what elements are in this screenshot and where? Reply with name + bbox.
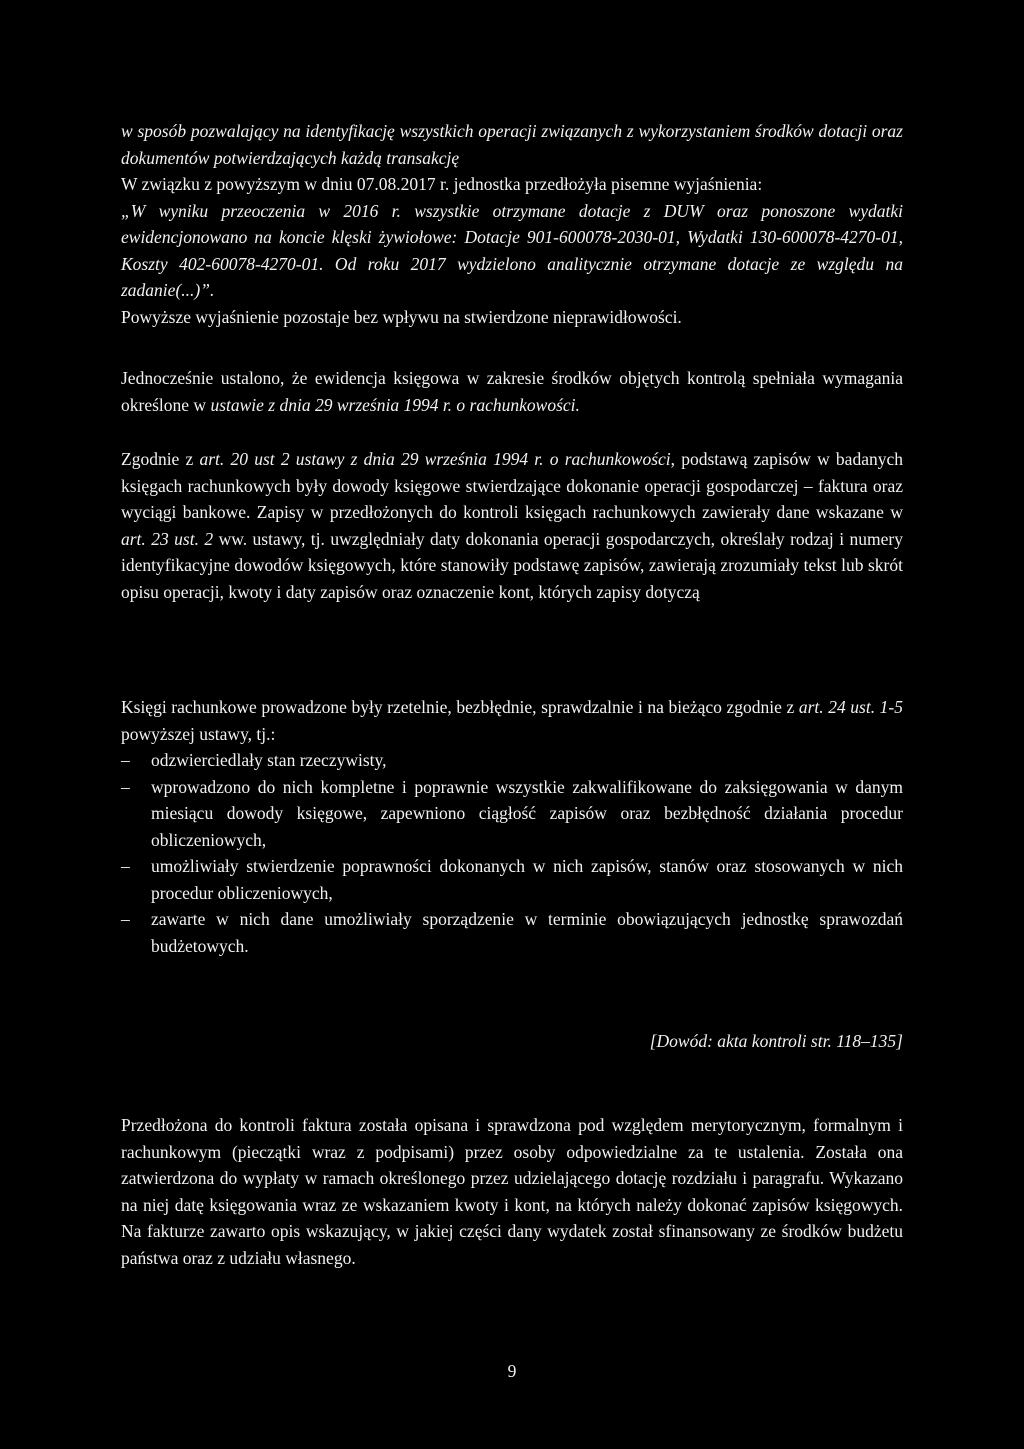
invoice-section [121, 1112, 903, 1271]
text-run: ww. ustawy, tj. uwzględniały daty dokonania operacji gospodarczych, określały rodzaj i numery identyfikacyjne dowodów księgowych, które stanowiły podstawę zapisów, zawierają zrozumiały tekst lub skrót opisu operacji, kwoty i daty zapisów oraz oznaczenie kont, których zapisy dotyczą [121, 528, 903, 602]
paragraph-conclusion: Powyższe wyjaśnienie pozostaje bez wpływu na stwierdzone nieprawidłowości. [121, 306, 682, 327]
list-item: – zawarte w nich dane umożliwiały sporządzenie w terminie obowiązujących jednostkę sprawozdań budżetowych. [121, 906, 903, 959]
text-run: Księgi rachunkowe prowadzone były rzetelnie, bezbłędnie, sprawdzalnie i na bieżąco zgodnie z [121, 697, 799, 717]
list-item: – wprowadzono do nich kompletne i poprawnie wszystkie zakwalifikowane do zaksięgowania w danym miesiącu dowody księgowe, zapewniono ciągłość zapisów oraz bezbłędność działania procedur obliczeniowych, [121, 774, 903, 854]
law-reference: art. 24 ust. 1-5 [798, 697, 903, 717]
law-reference: ustawie z dnia 29 września 1994 r. o rachunkowości. [210, 394, 580, 415]
ledger-reliability-section [121, 694, 903, 959]
paragraph-records [121, 446, 903, 605]
list-item: – odzwierciedlały stan rzeczywisty, [121, 747, 903, 774]
accounting-compliance-section [121, 365, 903, 418]
records-section [121, 446, 903, 605]
paragraph-intro-italic: w sposób pozwalający na identyfikację wszystkich operacji związanych z wykorzystaniem środków dotacji oraz dokumentów potwierdzających każdą transakcję [121, 121, 903, 168]
page-number: 9 [507, 1361, 517, 1381]
paragraph-invoice: Przedłożona do kontroli faktura została opisana i sprawdzona pod względem merytorycznym, formalnym i rachunkowym (pieczątki wraz z podpisami) przez osoby odpowiedzialne za te ustalenia. Została ona zatwierdzona do wypłaty w ramach określonego przez udzielającego dotację rozdziału i paragrafu. Wykazano na niej datę księgowania wraz ze wskazaniem kwoty i kont, na których należy dokonać zapisów księgowych. Na fakturze zawarto opis wskazujący, w jakiej części dany wydatek został sfinansowany ze środków budżetu państwa oraz z udziału własnego. [121, 1115, 903, 1268]
text-run: Jednocześnie ustalono, że ewidencja księgowa w zakresie środków objętych kontrolą spełniała wymagania określone w [121, 368, 903, 415]
paragraph-compliance [121, 365, 903, 418]
law-reference: art. 20 ust 2 ustawy z dnia 29 września 1994 r. o rachunkowości [199, 449, 671, 469]
quoted-explanation: „W wyniku przeoczenia w 2016 r. wszystkie otrzymane dotacje z DUW oraz ponoszone wydatki ewidencjonowano na koncie klęski żywiołowe: Dotacje 901-600078-2030-01, Wydatki 130-600078-4270-01, Koszty 402-60078-4270-01. Od roku 2017 wydzielono analitycznie otrzymane dotacje ze względu na zadanie(...)”. [121, 200, 903, 300]
criteria-list [121, 747, 903, 959]
text-run: Zgodnie z [121, 449, 200, 469]
text-run: powyższej ustawy, tj.: [121, 723, 276, 744]
explanation-section [121, 118, 903, 330]
list-item: – umożliwiały stwierdzenie poprawności dokonanych w nich zapisów, stanów oraz stosowanych w nich procedur obliczeniowych, [121, 853, 903, 906]
evidence-reference: [Dowód: akta kontroli str. 118–135] [649, 1031, 903, 1051]
paragraph-statement: W związku z powyższym w dniu 07.08.2017 r. jednostka przedłożyła pisemne wyjaśnienia: [121, 174, 763, 194]
paragraph-ledgers [121, 694, 903, 747]
text-run: , podstawą zapisów w badanych księgach rachunkowych były dowody księgowe stwierdzające dokonanie operacji gospodarczej – faktura oraz wyciągi bankowe. Zapisy w przedłożonych do kontroli księgach rachunkowych zawierały dane wskazane w [121, 449, 903, 522]
law-reference: art. 23 ust. 2 [121, 528, 214, 549]
